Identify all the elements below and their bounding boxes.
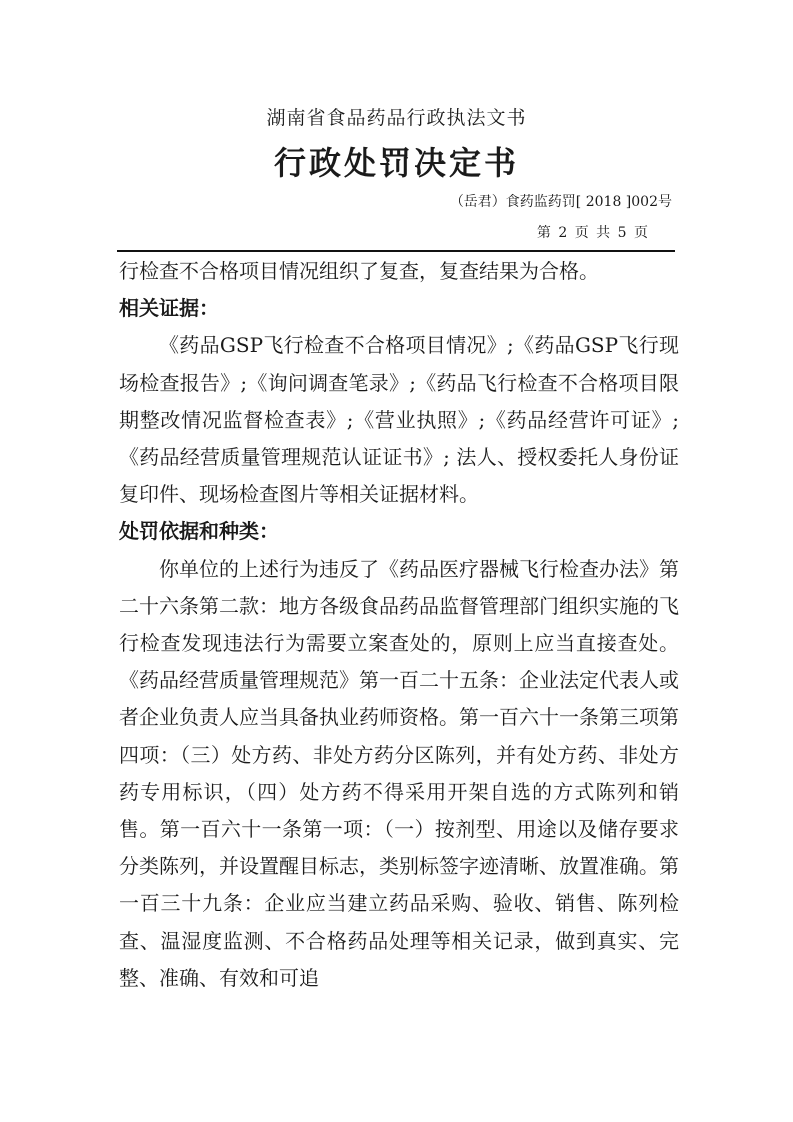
continuation-paragraph: 行检查不合格项目情况组织了复查，复查结果为合格。 [119,259,599,283]
evidence-heading: 相关证据： [119,296,219,321]
page-indicator: 第 2 页 共 5 页 [536,225,648,241]
document-body [119,253,679,997]
document-title: 行政处罚决定书 [273,144,519,182]
evidence-paragraph: 《药品GSP飞行检查不合格项目情况》;《药品GSP飞行现场检查报告》;《询问调查笔录》;《药品飞行检查不合格项目限期整改情况监督检查表》;《营业执照》;《药品经营许可证》;《药品经营质量管理规范认证证书》; 法人、授权委托人身份证复印件、现场检查图片等相关证据材料。 [119,333,679,507]
issuing-agency: 湖南省食品药品行政执法文书 [266,107,527,129]
basis-heading: 处罚依据和种类： [119,519,279,544]
document-number: （岳君）食药监药罚[ 2018 ]002号 [449,194,672,210]
basis-paragraph: 你单位的上述行为违反了《药品医疗器械飞行检查办法》第二十六条第二款：地方各级食品药品监督管理部门组织实施的飞行检查发现违法行为需要立案查处的，原则上应当直接查处。《药品经营质量管理规范》第一百二十五条：企业法定代表人或者企业负责人应当具备执业药师资格。第一百六十一条第三项第四项：（三）处方药、非处方药分区陈列，并有处方药、非处方药专用标识，（四）处方药不得采用开架自选的方式陈列和销售。第一百六十一条第一项：（一）按剂型、用途以及储存要求分类陈列，并设置醒目标志，类别标签字迹清晰、放置准确。第一百三十九条：企业应当建立药品采购、验收、销售、陈列检查、温湿度监测、不合格药品处理等相关记录，做到真实、完整、准确、有效和可追 [119,556,679,990]
header-rule [117,250,675,252]
